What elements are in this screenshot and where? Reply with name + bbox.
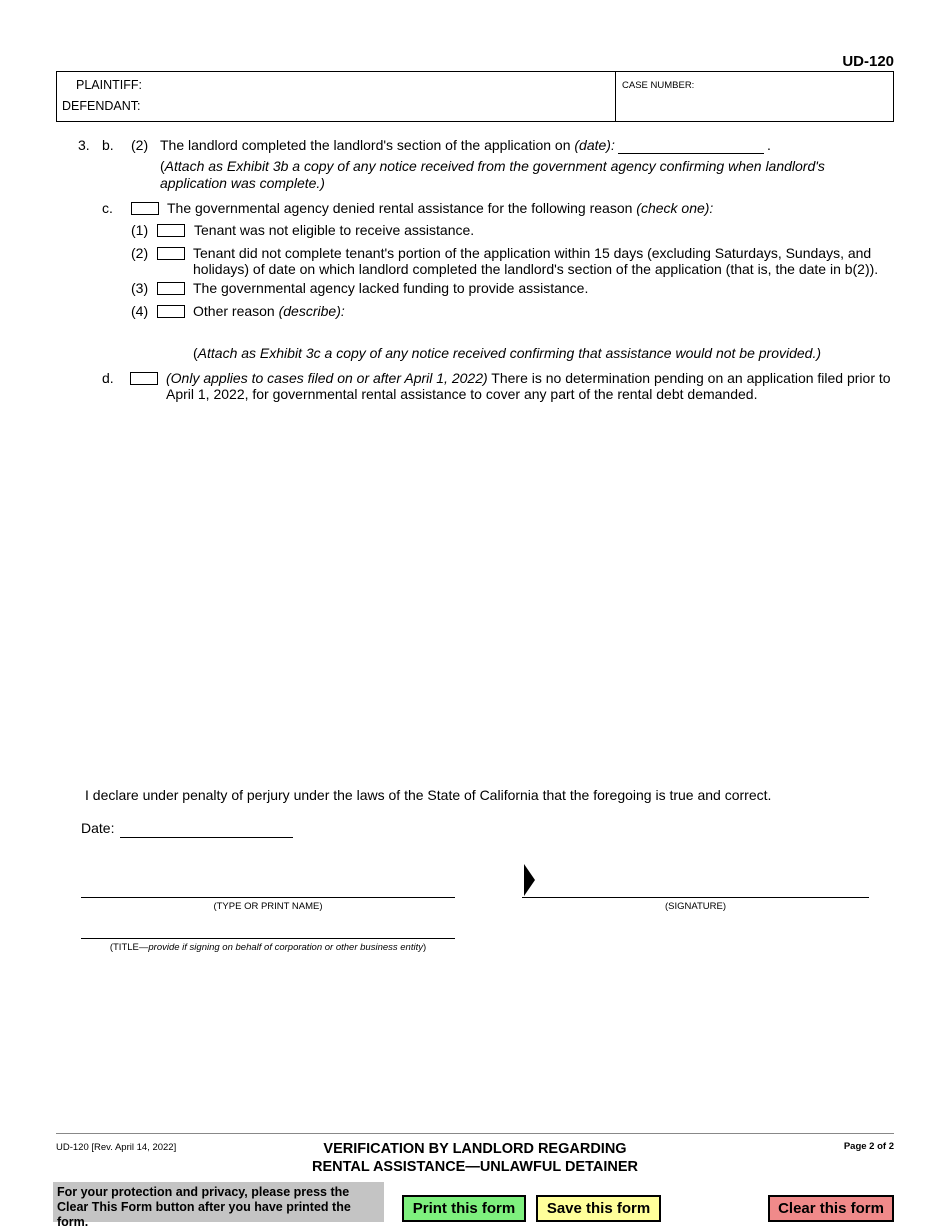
item-3c4-text	[193, 303, 345, 320]
item-3b2-note-line1	[160, 158, 825, 175]
item-3c-note-paren: (	[193, 345, 198, 361]
date-label: Date:	[81, 820, 115, 836]
item-3c4-label: Other reason	[193, 303, 275, 319]
privacy-note: For your protection and privacy, please press the Clear This Form button after you have printed the form.	[53, 1182, 384, 1222]
print-name-field[interactable]	[81, 897, 455, 898]
item-3d-checkbox[interactable]	[130, 372, 158, 385]
item-3b2-main-text: The landlord completed the landlord's section of the application on	[160, 137, 571, 153]
item-3c3-checkbox[interactable]	[157, 282, 185, 295]
item-3c3-text: The governmental agency lacked funding to provide assistance.	[193, 280, 589, 296]
title-caption-open: (TITLE—	[109, 942, 149, 953]
item-3c2-checkbox[interactable]	[157, 247, 185, 260]
print-name-caption: (TYPE OR PRINT NAME)	[213, 901, 323, 912]
item-3d-italic: (Only applies to cases filed on or after April 1, 2022)	[166, 370, 488, 386]
item-3c1-checkbox[interactable]	[157, 224, 185, 237]
case-number-label: CASE NUMBER:	[622, 80, 695, 91]
footer-title-line1: VERIFICATION BY LANDLORD REGARDING	[323, 1141, 627, 1157]
item-3c4-checkbox[interactable]	[157, 305, 185, 318]
form-id: UD-120	[842, 53, 894, 70]
signature-arrow-icon	[524, 864, 536, 896]
signature-caption: (SIGNATURE)	[664, 901, 727, 912]
title-caption-close: )	[422, 942, 427, 953]
item-3c2-text-line1: Tenant did not complete tenant's portion of the application within 15 days (excluding Saturdays, Sundays, and	[193, 245, 872, 261]
item-3c-note-text: Attach as Exhibit 3c a copy of any notice received confirming that assistance would not be provided.)	[197, 345, 822, 361]
item-3c-checkbox[interactable]	[131, 202, 159, 215]
item-3b2-text	[160, 137, 615, 154]
item-3b2-date-field[interactable]	[618, 153, 764, 154]
item-3c-text	[167, 200, 713, 217]
item-3c3-number: (3)	[131, 280, 149, 296]
item-3c-note	[193, 345, 821, 362]
item-3c-main-text: The governmental agency denied rental assistance for the following reason	[167, 200, 633, 216]
footer-form-revision: UD-120 [Rev. April 14, 2022]	[56, 1142, 177, 1153]
page-number: Page 2 of 2	[843, 1141, 894, 1152]
item-3d-letter: d.	[102, 370, 114, 386]
footer-title-line2: RENTAL ASSISTANCE—UNLAWFUL DETAINER	[312, 1159, 638, 1175]
item-3c-letter: c.	[102, 200, 113, 216]
date-field[interactable]	[120, 837, 293, 838]
item-3d-text: There is no determination pending on an application filed prior to	[491, 370, 891, 386]
caption-divider	[615, 72, 616, 121]
plaintiff-label: PLAINTIFF:	[76, 78, 142, 92]
declaration-text: I declare under penalty of perjury under the laws of the State of California that the foregoing is true and correct.	[85, 787, 772, 803]
item-3b2-note-paren: (	[160, 158, 165, 174]
print-form-button[interactable]: Print this form	[402, 1195, 526, 1222]
item-3b2-period: .	[767, 137, 771, 153]
footer-rule	[56, 1133, 894, 1134]
signature-field[interactable]	[522, 897, 869, 898]
item-3c4-describe: (describe):	[278, 303, 345, 319]
item-3c-check-one: (check one):	[636, 200, 714, 216]
defendant-label: DEFENDANT:	[62, 99, 141, 113]
title-field[interactable]	[81, 938, 455, 939]
item-3c1-number: (1)	[131, 222, 149, 238]
item-3c2-number: (2)	[131, 245, 149, 261]
item-3d-line2: April 1, 2022, for governmental rental assistance to cover any part of the rental debt demanded.	[166, 386, 758, 402]
item-3c2-text-line2: holidays) of date on which landlord completed the landlord's section of the application (that is, the date in b(2)).	[193, 261, 879, 277]
item-3b-letter: b.	[102, 137, 114, 153]
item-3b2-number: (2)	[131, 137, 149, 153]
item-3b2-note-text: Attach as Exhibit 3b a copy of any notice received from the government agency confirming when landlord's	[164, 158, 825, 174]
footer-form-title	[230, 1140, 720, 1176]
item-3-number: 3.	[78, 137, 90, 153]
save-form-button[interactable]: Save this form	[536, 1195, 661, 1222]
item-3b2-note-line2: application was complete.)	[160, 175, 325, 191]
item-3c4-number: (4)	[131, 303, 149, 319]
case-caption-box	[56, 71, 894, 122]
title-caption	[81, 942, 455, 953]
title-caption-italic: provide if signing on behalf of corporation or other business entity	[148, 942, 423, 953]
item-3b2-date-label: (date):	[574, 137, 615, 153]
item-3c1-text: Tenant was not eligible to receive assistance.	[194, 222, 475, 238]
clear-form-button[interactable]: Clear this form	[768, 1195, 894, 1222]
item-3d-line1	[166, 370, 891, 387]
